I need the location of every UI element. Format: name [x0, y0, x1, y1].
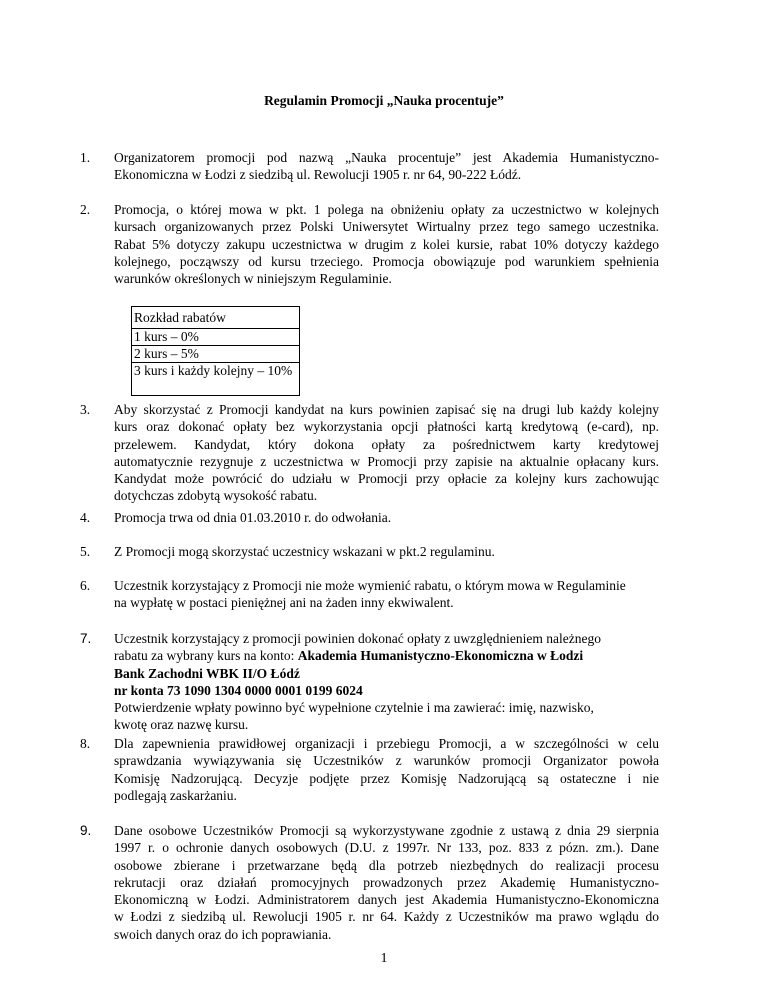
item-number: 7.	[80, 631, 92, 646]
discount-table	[131, 306, 300, 396]
item-number: 4.	[80, 510, 91, 525]
paragraph-7: 7. Uczestnik korzystający z promocji powinien dokonać opłaty z uwzględnieniem należnego rabatu za wybrany kurs na konto: Akademia Humanistyczno-Ekonomiczna w Łodzi Bank Zachodni WBK II/O Łódź nr konta 73 1090 1304 0000 0001 0199 6024 Potwierdzenie wpłaty powinno być wypełnione czytelnie i ma zawierać: imię, nazwisko, kwotę oraz nazwę kursu.	[114, 630, 659, 734]
bank-name: Bank Zachodni WBK II/O Łódź	[114, 665, 300, 681]
page-number: 1	[380, 951, 388, 966]
paragraph-6: 6. Uczestnik korzystający z Promocji nie może wymienić rabatu, o którym mowa w Regulaminie na wypłatę w postaci pieniężnej ani na żaden inny ekwiwalent.	[80, 578, 626, 611]
item-number: 3.	[80, 402, 91, 417]
item-number: 6.	[80, 578, 91, 593]
paragraph-2: 2. Promocja, o której mowa w pkt. 1 polega na obniżeniu opłaty za uczestnictwo w kolejnych kursach organizowanych przez Polski Uniwersytet Wirtualny przez tego samego uczestnika. Rabat 5% dotyczy zakupu uczestnictwa w drugim z kolei kursie, rabat 10% dotyczy każdego kolejnego, począwszy od kursu trzeciego. Promocja obowiązuje pod warunkiem spełnienia warunków określonych w niniejszym Regulaminie.	[80, 202, 659, 287]
document-title: Regulamin Promocji „Nauka procentuje”	[264, 93, 504, 108]
discount-row: 1 kurs – 0%	[132, 329, 300, 346]
paragraph-3: 3. Aby skorzystać z Promocji kandydat na kurs powinien zapisać się na drugi lub każdy kolejny kurs oraz dokonać opłaty bez wykorzystania opcji płatności kartą kredytową (e-card), np. przelewem. Kandydat, który dokona opłaty za pośrednictwem karty kredytowej automatycznie rezygnuje z uczestnictwa w Promocji przy zapisie na aktualnie opłacany kurs. Kandydat może powrócić do udziału w Promocji przy opłacie za kolejny kurs zachowując dotychczas zdobytą wysokość rabatu.	[80, 402, 659, 504]
item-number: 5.	[80, 544, 91, 559]
paragraph-1: 1. Organizatorem promocji pod nazwą „Nauka procentuje” jest Akademia Humanistyczno- Ekonomiczna w Łodzi z siedzibą ul. Rewolucji 1905 r. nr 64, 90-222 Łódź.	[80, 150, 659, 183]
paragraph-9: 9. Dane osobowe Uczestników Promocji są wykorzystywane zgodnie z ustawą z dnia 29 sierpnia 1997 r. o ochronie danych osobowych (D.U. z 1997r. Nr 133, poz. 833 z pózn. zm.). Dane osobowe zbierane i przetwarzane będą dla potrzeb niezbędnych do realizacji procesu rekrutacji oraz działań promocyjnych prowadzonych przez Akademię Humanistyczno- Ekonomiczną w Łodzi. Administratorem danych jest Akademia Humanistyczno-Ekonomiczna w Łodzi z siedzibą ul. Rewolucji 1905 r. nr 64. Każdy z Uczestników ma prawo wglądu do swoich danych oraz do ich poprawiania.	[80, 823, 659, 942]
item-number: 1.	[80, 150, 91, 165]
discount-row: 2 kurs – 5%	[132, 346, 300, 363]
item-number: 8.	[80, 736, 91, 751]
discount-row: 3 kurs i każdy kolejny – 10%	[132, 363, 300, 396]
paragraph-5: 5. Z Promocji mogą skorzystać uczestnicy wskazani w pkt.2 regulaminu.	[80, 544, 495, 559]
bank-account-number: nr konta 73 1090 1304 0000 0001 0199 6024	[114, 682, 363, 698]
item-number: 2.	[80, 202, 91, 217]
bank-account-holder: Akademia Humanistyczno-Ekonomiczna w Łodzi	[297, 648, 584, 664]
discount-table-header: Rozkład rabatów	[132, 307, 300, 329]
paragraph-8: 8. Dla zapewnienia prawidłowej organizacji i przebiegu Promocji, a w szczególności w celu sprawdzania wywiązywania się Uczestników z warunków promocji Organizator powoła Komisję Nadzorującą. Decyzje podjęte przez Komisję Nadzorującą są ostateczne i nie podlegają zaskarżaniu.	[80, 736, 659, 803]
paragraph-4: 4. Promocja trwa od dnia 01.03.2010 r. do odwołania.	[80, 510, 392, 525]
item-number: 9.	[80, 823, 92, 838]
